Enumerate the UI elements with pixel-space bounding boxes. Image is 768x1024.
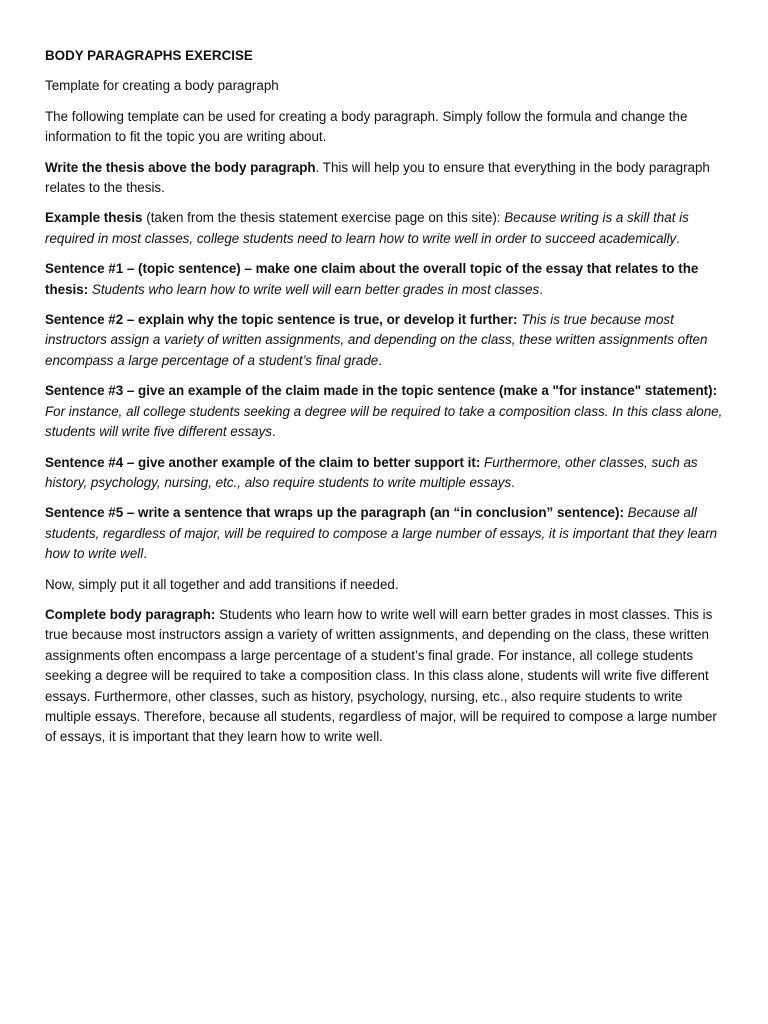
sentence-3-end: .: [272, 424, 276, 440]
sentence-2-example: This is true because most instructors assign a variety of written assignments, and depending on the class, these written assignments often encompass a large percentage of a student’s final grade: [45, 312, 708, 368]
sentence-4-example: Furthermore, other classes, such as history, psychology, nursing, etc., also require students to write multiple essays: [45, 454, 698, 490]
sentence-3: [45, 381, 725, 442]
example-thesis-end: .: [676, 230, 680, 246]
example-thesis: [45, 208, 725, 249]
sentence-3-example: For instance, all college students seeking a degree will be required to take a composition class. In this class alone, students will write five different essays: [45, 403, 723, 440]
sentence-2-end: .: [378, 352, 382, 368]
sentence-1-instruction: Sentence #1 – (topic sentence) – make one claim about the overall topic of the essay that relates to the thesis:: [45, 261, 699, 297]
combine-instruction: Now, simply put it all together and add transitions if needed.: [45, 576, 399, 592]
thesis-instruction-bold: Write the thesis above the body paragraph: [45, 159, 316, 175]
sentence-5-end: .: [143, 546, 147, 562]
example-thesis-label: Example thesis: [45, 210, 143, 226]
sentence-2-instruction: Sentence #2 – explain why the topic sentence is true, or develop it further:: [45, 312, 518, 328]
example-thesis-source: (taken from the thesis statement exercise page on this site):: [142, 210, 505, 226]
thesis-instruction: [45, 158, 725, 199]
sentence-1: [45, 259, 725, 300]
sentence-1-end: .: [539, 281, 543, 297]
sentence-5-example: Because all students, regardless of major, will be required to compose a large number of essays, it is important that they learn how to write well: [45, 505, 718, 562]
sentence-3-instruction: Sentence #3 – give an example of the claim made in the topic sentence (make a "for instance" statement):: [45, 383, 718, 399]
sentence-1-example: Students who learn how to write well will earn better grades in most classes: [88, 281, 540, 297]
complete-paragraph-text: Students who learn how to write well will earn better grades in most classes. This is true because most instructors assign a variety of written assignments, and depending on the class, these written assignments often encompass a large percentage of a student’s final grade. For instance, all college students seeking a degree will be required to take a composition class. In this class alone, students will write five different essays. Furthermore, other classes, such as history, psychology, nursing, etc., also require students to write multiple essays. Therefore, because all students, regardless of major, will be required to compose a large number of essays, it is important that they learn how to write well.: [45, 606, 717, 745]
sentence-5-instruction: Sentence #5 – write a sentence that wraps up the paragraph (an “in conclusion” sentence):: [45, 505, 624, 521]
sentence-4: [45, 453, 725, 494]
complete-paragraph: [45, 605, 725, 748]
sentence-2: [45, 310, 725, 371]
document-heading: BODY PARAGRAPHS EXERCISE: [45, 48, 253, 63]
complete-paragraph-label: Complete body paragraph:: [45, 606, 216, 622]
document-page: [45, 46, 725, 758]
example-thesis-text: Because writing is a skill that is required in most classes, college students need to learn how to write well in order to succeed academically: [45, 210, 689, 246]
sentence-4-end: .: [511, 474, 515, 490]
document-subheading: Template for creating a body paragraph: [45, 78, 279, 94]
intro-paragraph: The following template can be used for creating a body paragraph. Simply follow the formula and change the information to fit the topic you are writing about.: [45, 108, 688, 145]
sentence-4-instruction: Sentence #4 – give another example of the claim to better support it:: [45, 454, 481, 470]
thesis-instruction-rest: . This will help you to ensure that everything in the body paragraph relates to the thesis.: [45, 159, 710, 196]
sentence-5: [45, 503, 725, 564]
